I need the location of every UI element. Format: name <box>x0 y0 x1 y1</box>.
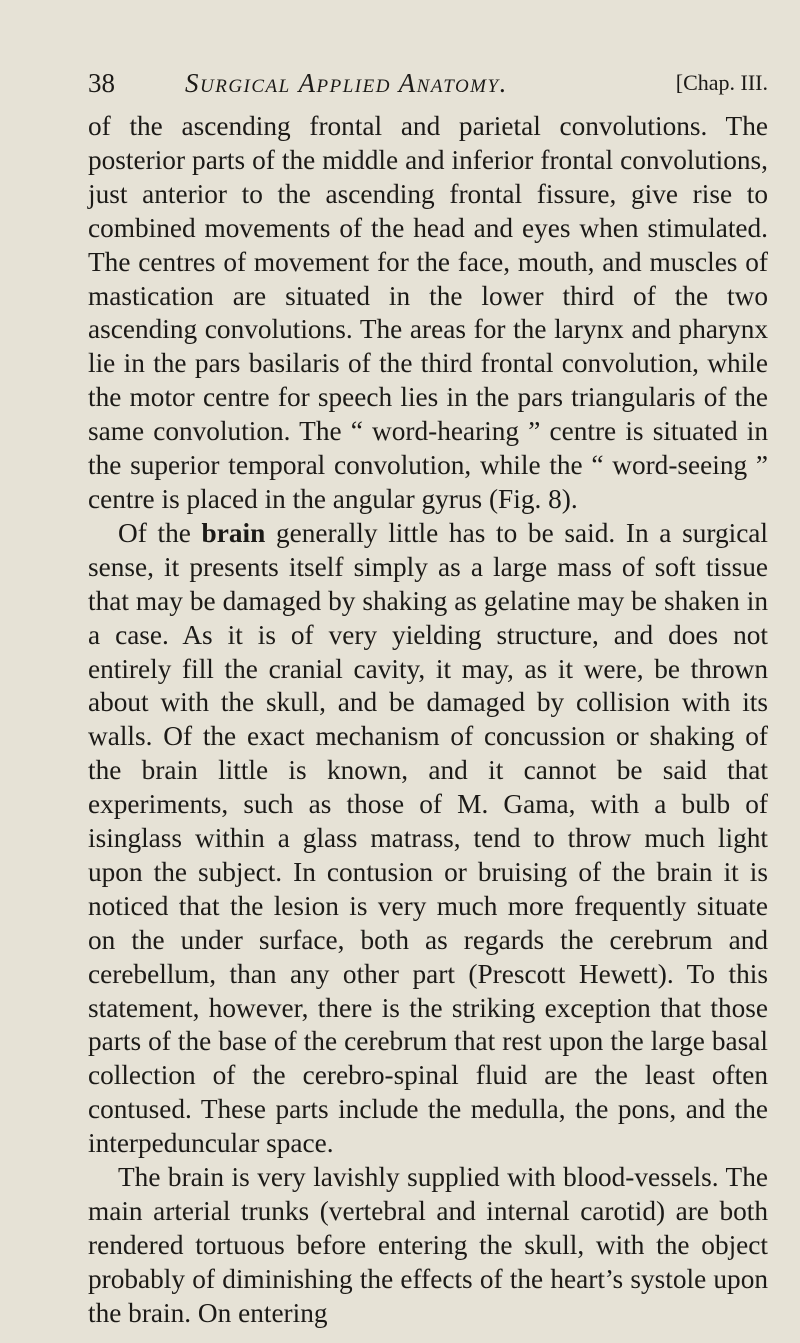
paragraph-body: generally little has to be said. In a surgical sense, it presents itself simply as a large mass of soft tissue that may be damaged by shaking as gelatine may be shaken in a case. As it is of very yielding structure, and does not entirely fill the cranial cavity, it may, as it were, be thrown about with the skull, and be damaged by collision with its walls. Of the exact mechanism of concussion or shaking of the brain little is known, and it cannot be said that experiments, such as those of M. Gama, with a bulb of isinglass within a glass matrass, tend to throw much light upon the subject. In contusion or bruising of the brain it is noticed that the lesion is very much more frequently situate on the under surface, both as regards the cerebrum and cerebellum, than any other part (Prescott Hewett). To this statement, however, there is the striking exception that those parts of the base of the cerebrum that rest upon the large basal collection of the cerebro-spinal fluid are the least often contused. These parts include the medulla, the pons, and the interpeduncular space. <box>88 517 769 1159</box>
paragraph-brain-injury <box>88 517 768 1161</box>
bold-term-brain: brain <box>201 517 266 548</box>
paragraph-blood-supply: The brain is very lavishly supplied with blood-vessels. The main arterial trunks (vertebral and internal carotid) are both rendered tortuous before entering the skull, with the object probably of diminishing the effects of the heart’s systole upon the brain. On entering <box>88 1162 768 1328</box>
page-header <box>88 66 768 100</box>
running-title: Surgical Applied Anatomy. <box>185 68 508 98</box>
page-number: 38 <box>88 68 115 98</box>
paragraph-convolutions: of the ascending frontal and parietal convolutions. The posterior parts of the middle and inferior frontal convolutions, just anterior to the ascending frontal fissure, give rise to combined movements of the head and eyes when stimulated. The centres of movement for the face, mouth, and muscles of mastication are situated in the lower third of the two ascending convolutions. The areas for the larynx and pharynx lie in the pars basilaris of the third frontal convolution, while the motor centre for speech lies in the pars triangularis of the same convolution. The “ word-hearing ” centre is situated in the superior temporal convolution, while the “ word-seeing ” centre is placed in the angular gyrus (Fig. 8). <box>88 111 768 514</box>
paragraph-lead: Of the <box>118 517 191 548</box>
chapter-label: [Chap. III. <box>675 70 768 95</box>
body-text <box>88 110 768 1331</box>
